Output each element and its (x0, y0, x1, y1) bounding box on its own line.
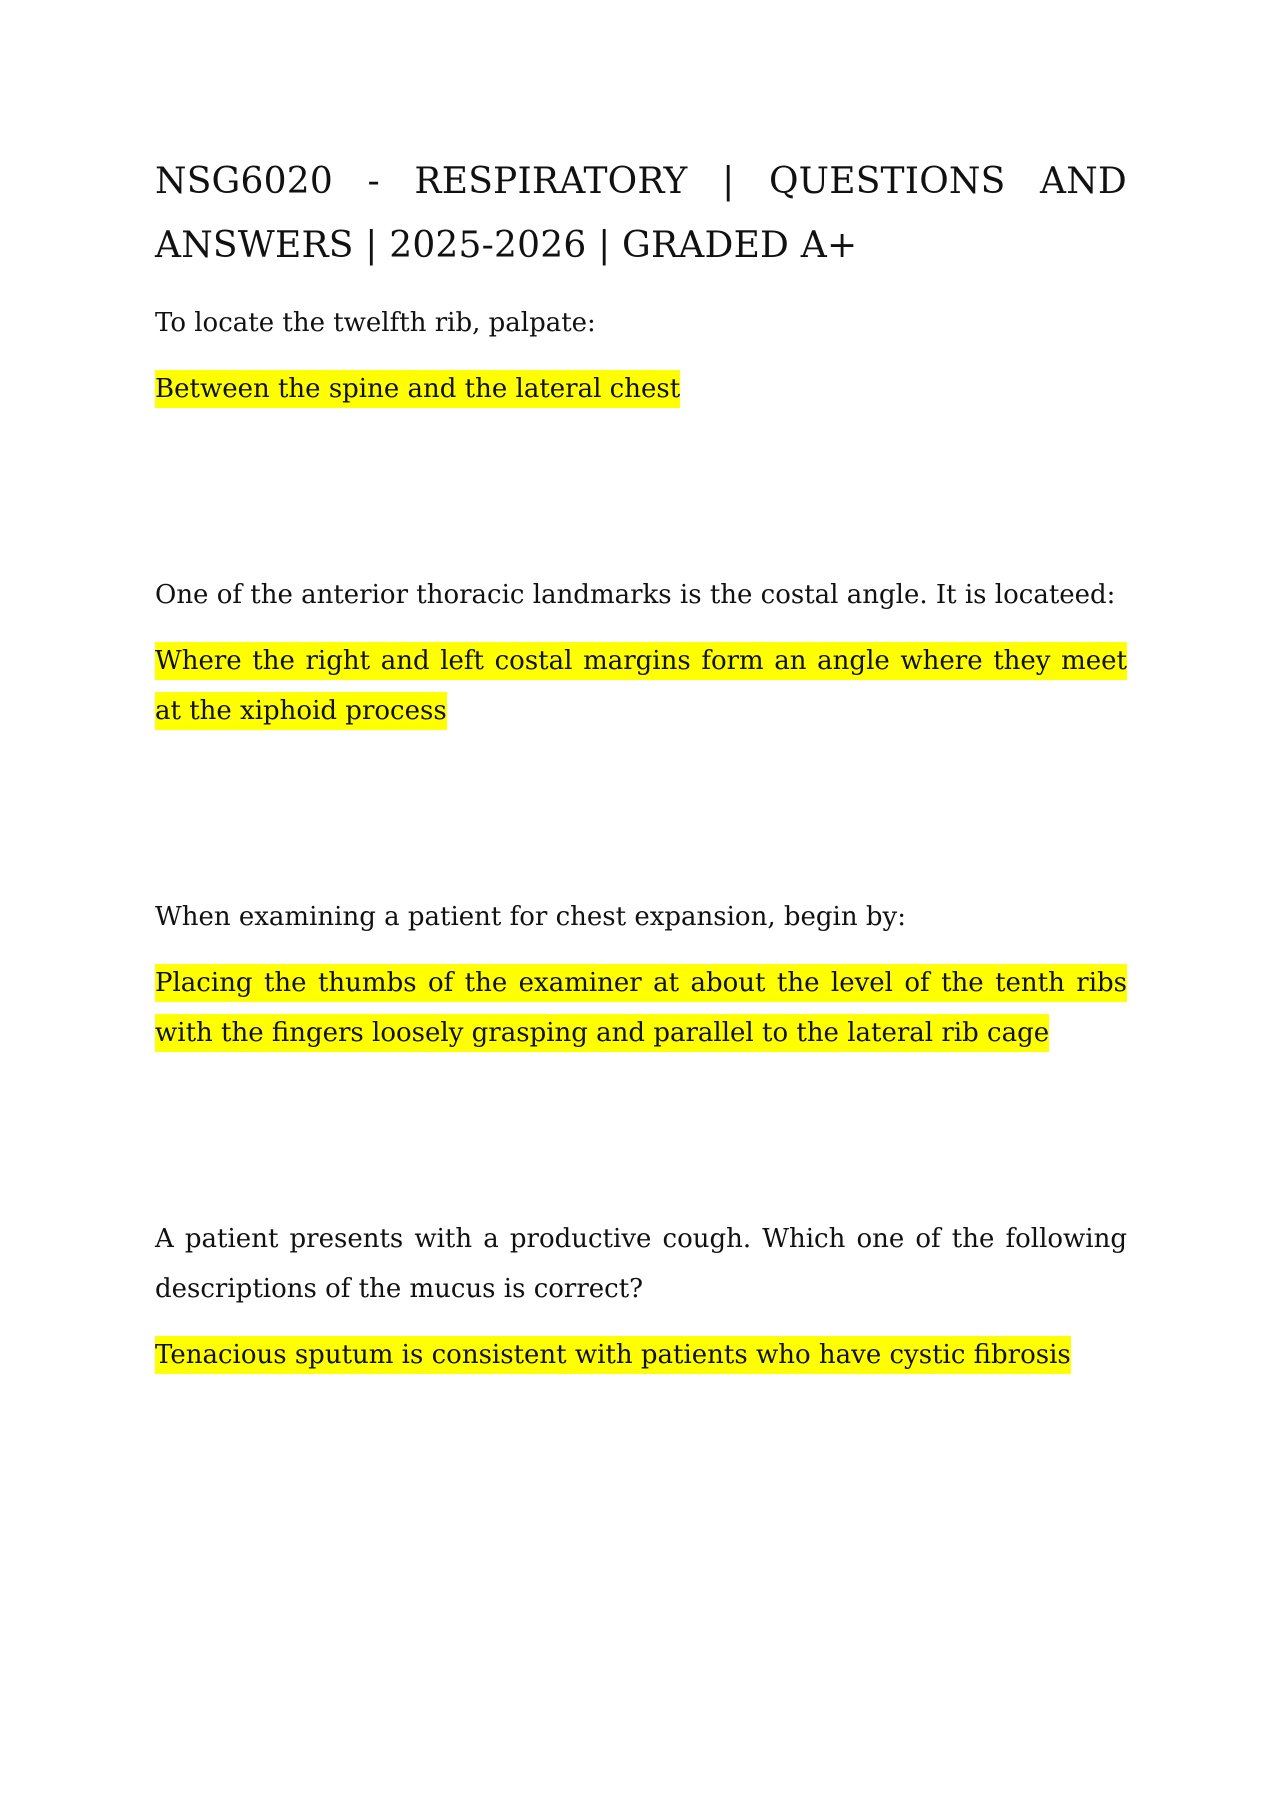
question-text: When examining a patient for chest expansion, begin by: (155, 902, 906, 932)
qa-item (155, 298, 1127, 414)
question-text: A patient presents with a productive cough. Which one of the following descriptions of the mucus is correct? (155, 1224, 1127, 1304)
question-answer-spacer (155, 1314, 1127, 1330)
answer-text (155, 1330, 1127, 1380)
answer-text (155, 636, 1127, 736)
answer-highlight: Placing the thumbs of the examiner at about the level of the tenth ribs with the fingers loosely grasping and parallel to the lateral rib cage (155, 964, 1127, 1052)
question-text: One of the anterior thoracic landmarks is the costal angle. It is locateed: (155, 580, 1116, 610)
question-answer-spacer (155, 620, 1127, 636)
question-answer-spacer (155, 942, 1127, 958)
qa-item (155, 892, 1127, 1058)
qa-item (155, 1214, 1127, 1380)
answer-highlight: Between the spine and the lateral chest (155, 370, 680, 408)
answer-highlight: Where the right and left costal margins form an angle where they meet at the xiphoid process (155, 642, 1127, 730)
document-title: NSG6020 - RESPIRATORY | QUESTIONS AND ANSWERS | 2025-2026 | GRADED A+ (155, 161, 1127, 266)
question-answer-spacer (155, 348, 1127, 364)
answer-highlight: Tenacious sputum is consistent with patients who have cystic fibrosis (155, 1336, 1071, 1374)
answer-text (155, 364, 1127, 414)
question-text: To locate the twelfth rib, palpate: (155, 308, 596, 338)
document-page (155, 150, 1127, 1370)
answer-text (155, 958, 1127, 1058)
qa-item (155, 570, 1127, 736)
